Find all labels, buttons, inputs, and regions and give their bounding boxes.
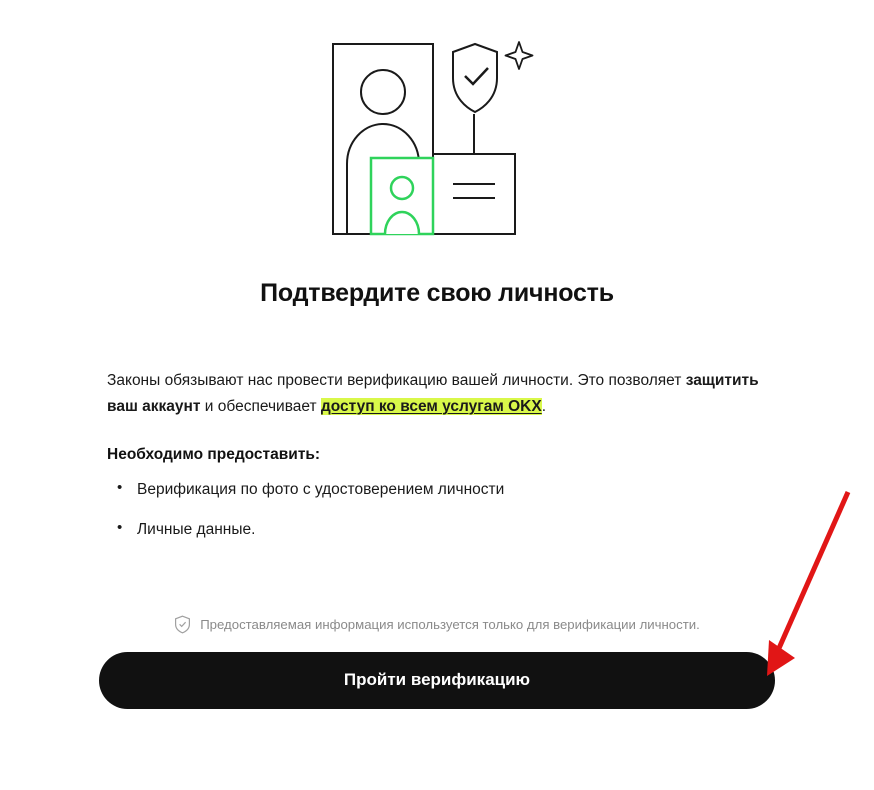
intro-part-3: . (541, 397, 547, 415)
intro-part-1: Законы обязывают нас провести верификацию вашей личности. Это позволяет (107, 372, 686, 390)
intro-bold-1: защитить ваш аккаунт (107, 372, 759, 415)
intro-part-2: и обеспечивает (200, 397, 321, 415)
intro-paragraph (107, 368, 767, 419)
list-item: • Верификация по фото с удостоверением личности (107, 478, 767, 501)
requirements-heading: Необходимо предоставить: (107, 446, 321, 464)
privacy-footnote (107, 615, 767, 634)
list-item: • Личные данные. (107, 518, 767, 541)
start-verification-button[interactable]: Пройти верификацию (99, 652, 775, 709)
privacy-footnote-text: Предоставляемая информация используется только для верификации личности. (200, 616, 700, 632)
intro-highlight-1: доступ ко всем услугам OKX (320, 397, 542, 415)
requirements-list (107, 478, 767, 541)
identity-verification-illustration (327, 36, 547, 241)
page-title: Подтвердите свою личность (260, 279, 614, 307)
shield-check-icon (174, 615, 191, 634)
content-block (107, 353, 767, 557)
